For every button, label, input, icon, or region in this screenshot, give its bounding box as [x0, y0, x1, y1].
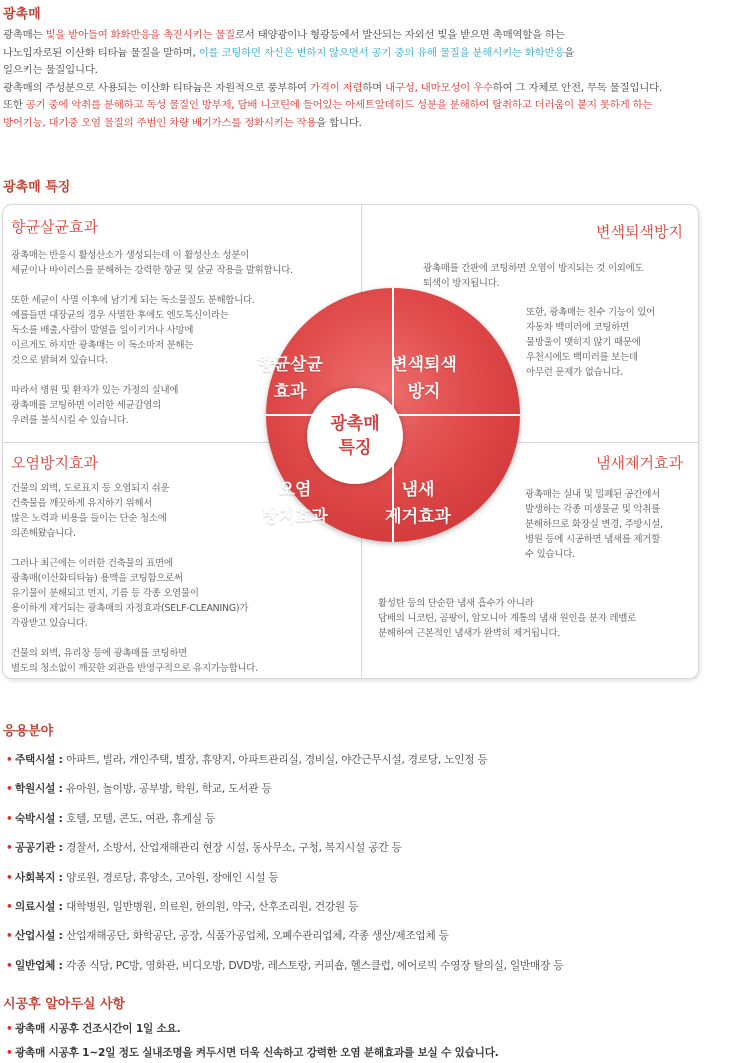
segment-antifouling: 오염 방지효과 — [262, 480, 328, 527]
q3-title: 오염방지효과 — [11, 454, 98, 472]
list-item: • 광촉매 시공후 1~2일 정도 실내조명을 켜두시면 더욱 신속하고 강력한 오염 분해효과를 보실 수 있습니다. — [6, 1045, 741, 1063]
intro-line-3: 일으키는 물질입니다. — [3, 64, 98, 77]
list-item: • 숙박시설 : 호텔, 모텔, 콘도, 여관, 휴게실 등 — [6, 811, 741, 840]
q3-text: 건물의 외벽, 도로표지 등 오염되지 쉬운 건축물을 깨끗하게 유지하기 위해서 많은 노력과 비용을 들이는 단순 청소에 의존해왔습니다. 그러나 최근에는 이러한 건축물의 표면에 광촉매(이산화티타늄) 용액을 코팅함으로써 유기물이 분해되고 먼지, 기름 등 각종 오염물이 용이하게 제거되는 광촉매의 자정효과(SELF-CLEANING)가 각광받고 있습니다. 건물의 외벽, 유리창 등에 광촉매를 코팅하면 별도의 청소없이 깨끗한 외관을 반영구적으로 유지가능합니다. — [11, 483, 258, 674]
intro-line-1: 광촉매는 빛을 받아들여 화화반응을 촉진시키는 물질로서 태양광이나 형광등에서 발산되는 자외선 빛을 받으면 촉매역할을 하는 — [3, 29, 565, 41]
intro-line-6: 방어기능, 대기중 오염 물질의 주범인 차량 배기가스를 정화시키는 작용을 합니다. — [3, 116, 362, 129]
q1-text: 광촉매는 반응시 활성산소가 생성되는데 이 활성산소 성분이 세균이나 바이러스를 분해하는 강력한 향균 및 살균 작용을 발휘합니다. 또한 세균이 사멸 이후에 남기게 되는 독소물질도 분해합니다. 예를들면 대장균의 경우 사멸한 후에도 엔도톡신이라는 독소를 배출,사람이 발열을 일이키거나 사망에 이르게도 하지만 광촉매는 이 독소마저 분해는 것으로 밝혀져 있습니다. 따라서 병원 및 환자가 있는 가정의 실내에 광촉매를 코팅하면 이러한 세균감염의 우려를 불식시킬 수 있습니다. — [11, 250, 293, 426]
intro-line-5: 또한 공기 중에 악취를 분해하고 독성 물질인 방부제, 담배 니코틴에 들어있는 아세트알데히드 성분을 분해하여 탈취하고 더러움이 붙지 못하게 하는 — [3, 99, 653, 112]
intro-title: 광촉매 — [3, 7, 41, 22]
intro-line-2: 나노입자로된 이산화 티타늄 물질을 말하며, 이를 코팅하면 자신은 변하지 않으면서 공기 중의 유해 물질을 분해시키는 화학반응을 — [3, 46, 575, 59]
notes-title: 시공후 알아두실 사항 — [3, 997, 126, 1012]
q2-text-1: 광촉매를 간판에 코팅하면 오염이 방지되는 것 이외에도 퇴색이 방지됩니다. — [423, 263, 644, 289]
center-label-1: 광촉매 — [330, 414, 380, 434]
segment-deodorizing: 냄새 제거효과 — [385, 480, 451, 527]
center-label-2: 특징 — [338, 438, 372, 458]
applications-list — [6, 752, 741, 987]
list-item: • 주택시설 : 아파트, 빌라, 개인주택, 별장, 휴양지, 아파트관리실, 경비실, 야간근무시설, 경로당, 노인정 등 — [6, 752, 741, 781]
q1-title: 향균살균효과 — [11, 218, 98, 236]
list-item: • 산업시설 : 산업재해공단, 화학공단, 공장, 식품가공업체, 오폐수관리업체, 각종 생산/제조업체 등 — [6, 928, 741, 957]
list-item: • 광촉매 시공후 건조시간이 1일 소요. — [6, 1021, 741, 1045]
intro-line-4: 광촉매의 주성분으로 사용되는 이산화 티타늄은 자원적으로 풍부하여 가격이 저렴하며 내구성, 내마모성이 우수하여 그 자체로 안전, 무독 물질입니다. — [3, 81, 663, 94]
notes-list — [6, 1021, 741, 1063]
q4-text-2: 활성탄 등의 단순한 냄새 흡수가 아니라 담배의 니코틴, 곰팡이, 암모니아 계통의 냄새 원인을 분자 레벨로 분해하여 근본적인 냄새가 완벽히 제거됩니다. — [378, 598, 637, 639]
segment-discoloration: 변색퇴색 방지 — [391, 355, 457, 402]
list-item: • 의료시설 : 대학병원, 일반병원, 의료원, 한의원, 약국, 산후조리원, 건강원 등 — [6, 899, 741, 928]
intro-text — [3, 27, 741, 133]
q2-text-2: 또한, 광촉매는 친수 기능이 있어 자동차 백미러에 코팅하면 물방울이 맺히지 않기 때문에 우천시에도 백미러를 보는데 아무런 문제가 없습니다. — [526, 307, 656, 378]
segment-antibacterial: 향균살균 효과 — [257, 355, 323, 402]
q2-title: 변색퇴색방지 — [596, 223, 683, 241]
q4-text-1: 광촉매는 실내 및 밀폐된 공간에서 발생하는 각종 미생물균 및 악취를 분해하므로 화장실 변경, 주방시설, 병원 등에 시공하면 냄새를 제거할 수 있습니다. — [525, 489, 663, 560]
list-item: • 공공기관 : 경찰서, 소방서, 산업재해관리 현장 시설, 동사무소, 구청, 복지시설 공간 등 — [6, 840, 741, 869]
applications-title: 응용분야 — [3, 724, 54, 739]
q4-title: 냄새제거효과 — [596, 454, 683, 472]
features-title: 광촉매 특징 — [3, 180, 71, 195]
list-item: • 학원시설 : 유아원, 놀이방, 공부방, 학원, 학교, 도서관 등 — [6, 781, 741, 810]
list-item: • 일반업체 : 각종 식당, PC방, 영화관, 비디오방, DVD방, 레스토랑, 커피숍, 헬스클럽, 에어로빅 수영장 탈의실, 일반매장 등 — [6, 958, 741, 987]
circle-center — [307, 388, 403, 484]
list-item: • 사회복지 : 양로원, 경로당, 휴양소, 고아원, 장애인 시설 등 — [6, 870, 741, 899]
